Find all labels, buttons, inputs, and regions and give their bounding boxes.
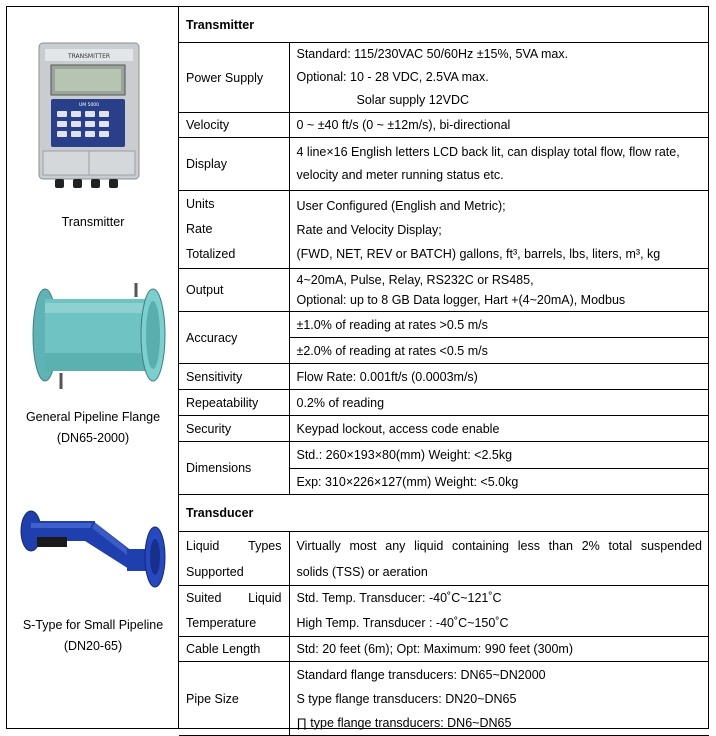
spec-sheet [6, 6, 709, 729]
units-value [289, 191, 709, 269]
dimensions-value-1: Std.: 260×193×80(mm) Weight: <2.5kg [289, 442, 709, 469]
product-images-column [7, 7, 179, 728]
table-row [179, 390, 709, 416]
suited-temp-value [289, 586, 709, 637]
flange-pipe-image [31, 281, 167, 399]
display-label: Display [179, 138, 289, 191]
velocity-label: Velocity [179, 113, 289, 138]
power-supply-line-2: Optional: 10 - 28 VDC, 2.5VA max. [296, 70, 489, 84]
units-line-1: User Configured (English and Metric); [296, 198, 506, 213]
table-row [179, 442, 709, 469]
transducer-heading: Transducer [179, 495, 709, 532]
liquid-types-label-1: Liquid Types [186, 538, 282, 553]
transmitter-device-image [37, 41, 141, 191]
power-supply-line-3: Solar supply 12VDC [356, 93, 470, 107]
accuracy-value-1: ±1.0% of reading at rates >0.5 m/s [289, 312, 709, 338]
table-row [179, 191, 709, 269]
table-row [179, 416, 709, 442]
table-row [179, 113, 709, 138]
liquid-types-value [289, 532, 709, 586]
power-supply-label: Power Supply [179, 43, 289, 113]
transducer-section-row [179, 495, 709, 532]
cable-length-label: Cable Length [179, 637, 289, 662]
cable-length-value: Std: 20 feet (6m); Opt: Maximum: 990 feet (300m) [289, 637, 709, 662]
accuracy-value-2: ±2.0% of reading at rates <0.5 m/s [289, 338, 709, 364]
output-label: Output [179, 269, 289, 312]
dimensions-label: Dimensions [179, 442, 289, 495]
table-row [179, 586, 709, 637]
dimensions-value-2: Exp: 310×226×127(mm) Weight: <5.0kg [289, 469, 709, 495]
velocity-value: 0 ~ ±40 ft/s (0 ~ ±12m/s), bi-directional [289, 113, 709, 138]
liquid-types-label-2: Supported [186, 564, 244, 579]
suited-temp-line-2: High Temp. Transducer : -40˚C~150˚C [296, 616, 509, 630]
output-value [289, 269, 709, 312]
spec-table [179, 7, 709, 736]
table-row [179, 637, 709, 662]
transmitter-section-row [179, 7, 709, 43]
pipe-size-label: Pipe Size [179, 662, 289, 736]
units-label-3: Totalized [186, 247, 236, 261]
units-line-3: (FWD, NET, REV or BATCH) gallons, ft³, barrels, lbs, liters, m³, kg [296, 246, 661, 261]
device-brand-text: TRANSMITTER [67, 53, 111, 60]
stype-caption-1: S-Type for Small Pipeline [22, 618, 164, 632]
transmitter-heading: Transmitter [179, 7, 709, 43]
units-label-1: Units [186, 197, 215, 211]
security-label: Security [179, 416, 289, 442]
repeatability-value: 0.2% of reading [289, 390, 709, 416]
table-row [179, 364, 709, 390]
table-row [179, 269, 709, 312]
transmitter-caption: Transmitter [61, 215, 125, 229]
units-line-2: Rate and Velocity Display; [296, 222, 442, 237]
table-row [179, 312, 709, 338]
pipe-size-line-2: S type flange transducers: DN20~DN65 [296, 691, 517, 706]
liquid-types-line-2: solids (TSS) or aeration [296, 564, 428, 579]
security-value: Keypad lockout, access code enable [289, 416, 709, 442]
liquid-types-line-1: Virtually most any liquid containing less than 2% total suspended [296, 538, 702, 553]
display-value [289, 138, 709, 191]
suited-temp-label-2: Temperature [186, 616, 257, 630]
flange-caption-2: (DN65-2000) [56, 431, 130, 445]
repeatability-label: Repeatability [179, 390, 289, 416]
table-row [179, 662, 709, 736]
device-label-text: UM 5000 [78, 103, 100, 108]
suited-temp-line-1: Std. Temp. Transducer: -40˚C~121˚C [296, 591, 502, 605]
pipe-size-line-1: Standard flange transducers: DN65~DN2000 [296, 667, 546, 682]
liquid-types-label [179, 532, 289, 586]
display-line-1: 4 line×16 English letters LCD back lit, can display total flow, flow rate, [296, 145, 680, 159]
display-line-2: velocity and meter running status etc. [296, 168, 504, 182]
pipe-size-value [289, 662, 709, 736]
pipe-size-line-3: ∏ type flange transducers: DN6~DN65 [296, 715, 512, 730]
table-row [179, 532, 709, 586]
stype-pipe-image [15, 507, 171, 591]
suited-temp-label-1: Suited Liquid [186, 591, 282, 605]
suited-temp-label [179, 586, 289, 637]
output-line-1: 4~20mA, Pulse, Relay, RS232C or RS485, [296, 273, 534, 287]
sensitivity-value: Flow Rate: 0.001ft/s (0.0003m/s) [289, 364, 709, 390]
accuracy-label: Accuracy [179, 312, 289, 364]
units-label [179, 191, 289, 269]
units-label-2: Rate [186, 222, 213, 236]
power-supply-line-1: Standard: 115/230VAC 50/60Hz ±15%, 5VA max. [296, 47, 569, 61]
sensitivity-label: Sensitivity [179, 364, 289, 390]
table-row [179, 43, 709, 113]
output-line-2: Optional: up to 8 GB Data logger, Hart +(4~20mA), Modbus [296, 293, 626, 307]
power-supply-value [289, 43, 709, 113]
flange-caption-1: General Pipeline Flange [25, 410, 161, 424]
table-row [179, 138, 709, 191]
stype-caption-2: (DN20-65) [63, 639, 123, 653]
